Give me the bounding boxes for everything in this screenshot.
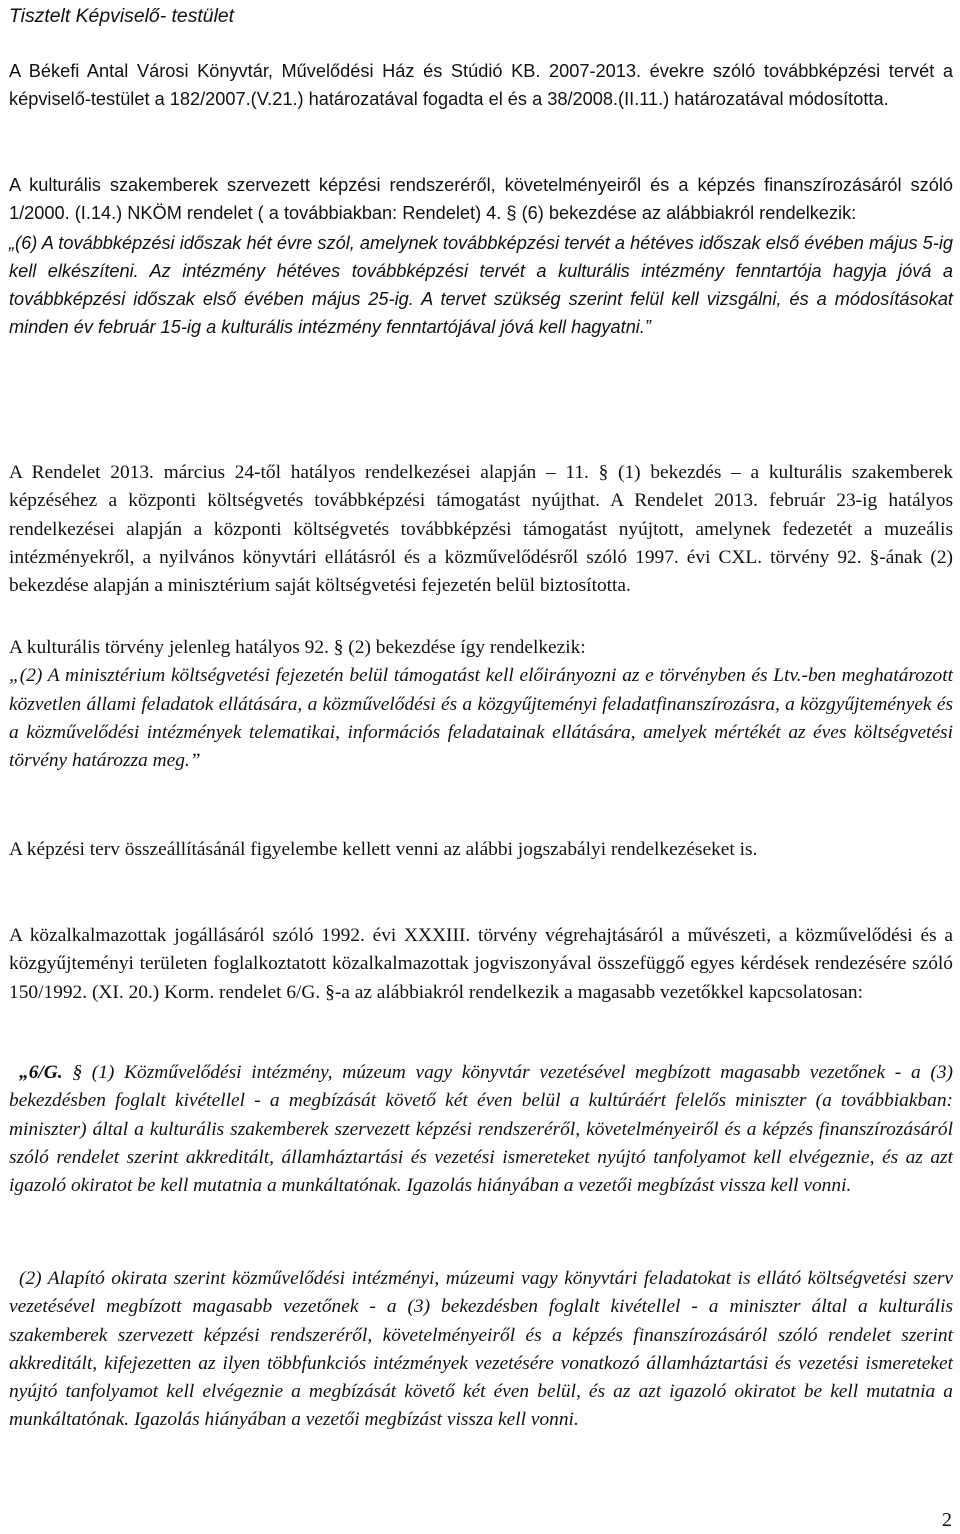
decree-quote-1: „6/G. § (1) Közművelődési intézmény, múzeum vagy könyvtár vezetésével megbízott magasabb vezetőnek - a (3) bekezdésben foglalt kivétellel - a megbízását követő két éven belül a kultúráért felelős miniszter (a továbbiakban: miniszter) által a kulturális szakemberek szervezett képzési rendszeréről, követelményeiről és a képzés finanszírozásáról szóló rendelet szerint akkreditált, államháztartási és vezetési ismereteket nyújtó tanfolyamot kell elvégeznie, és az azt igazoló okiratot be kell mutatnia a munkáltatónak. Igazolás hiányában a vezetői megbízást vissza kell vonni. (9, 1062, 953, 1197)
funding-paragraph: A Rendelet 2013. március 24-től hatályos rendelkezései alapján – 11. § (1) bekezdés – a kulturális szakemberek képzéséhez a központi költségvetés továbbképzési támogatást nyújthat. A Rendelet 2013. február 23-ig hatályos rendelkezései alapján a központi költségvetés továbbképzési támogatást nyújtott, amelynek fedezetét a muzeális intézményekről, a nyilvános könyvtári ellátásról és a közművelődésről szóló 1997. évi CXL. törvény 92. §-ának (2) bekezdése alapján a minisztérium saját költségvetési fejezetén belül biztosította. (9, 462, 953, 597)
section-sign-icon: § (506, 203, 517, 224)
section-sign-icon: § (72, 1062, 83, 1083)
training-plan-paragraph: A képzési terv összeállításánál figyelembe kellett venni az alábbi jogszabályi rendelkezéseket is. (9, 839, 758, 860)
decree-quote-2: (2) Alapító okirata szerint közművelődési intézményi, múzeumi vagy könyvtári feladatokat is ellátó költségvetési szerv vezetésével megbízott magasabb vezetőnek - a (3) bekezdésben foglalt kivétellel - a miniszter által a kulturális szakemberek szervezett képzési rendszeréről, követelményeiről és a képzés finanszírozásáról szóló rendelet szerint akkreditált, kifejezetten az ilyen többfunkciós intézmények vezetésére vonatkozó államháztartási és vezetési ismereteket nyújtó tanfolyamot kell elvégeznie a megbízását követő két éven belül, és az azt igazoló okiratot be kell mutatnia a munkáltatónak. Igazolás hiányában a vezetői megbízást vissza kell vonni. (9, 1268, 953, 1431)
section-sign-icon: § (325, 981, 335, 1003)
law-quote: „(2) A minisztérium költségvetési fejezetén belül támogatást kell előirányozni az e törvényben és Ltv.-ben meghatározott közvetlen állami feladatok ellátására, a közművelődési és a közgyűjteményi feladatfinanszírozásra, a közgyűjtemények és a közművelődési intézmények telematikai, információs feladatainak ellátására, amelyek mértékét az éves költségvetési törvény határozza meg.” (9, 665, 953, 772)
page-number: 2 (942, 1509, 952, 1531)
rendelet-intro: A kulturális szakemberek szervezett képzési rendszeréről, követelményeiről és a képzés finanszírozásáról szóló 1/2000. (I.14.) NKÖM rendelet ( a továbbiakban: Rendelet) 4. (9, 175, 953, 224)
section-sign-icon: § (333, 637, 344, 658)
law-paragraph: A kulturális törvény jelenleg hatályos 92. § (2) bekezdése így rendelkezik: „(2) A minisztérium költségvetési fejezetén belül támogatást kell előirányozni az e törvényben és Ltv.-ben meghatározott közvetlen állami feladatok ellátására, a közművelődési és a közgyűjteményi feladatfinanszírozásra, a közgyűjtemények és a közművelődési intézmények telematikai, információs feladatainak ellátására, amelyek mértékét az éves költségvetési törvény határozza meg.” (9, 634, 953, 775)
section-sign-icon: § (869, 546, 880, 568)
salutation: Tisztelt Képviselő- testület (9, 5, 235, 27)
section-sign-icon: § (598, 462, 609, 483)
decree-paragraph: A közalkalmazottak jogállásáról szóló 1992. évi XXXIII. törvény végrehajtásáról a művészeti, a közművelődési és a közgyűjteményi területen foglalkoztatott közalkalmazottak jogviszonyával összefüggő egyes kérdések rendezésére szóló 150/1992. (XI. 20.) Korm. rendelet 6/G. §-a az alábbiakról rendelkezik a magasabb vezetőkkel kapcsolatosan: (9, 925, 953, 1003)
rendelet-paragraph: A kulturális szakemberek szervezett képzési rendszeréről, követelményeiről és a képzés finanszírozásáról szóló 1/2000. (I.14.) NKÖM rendelet ( a továbbiakban: Rendelet) 4. § (6) bekezdése az alábbiakról rendelkezik: „(6) A továbbképzési időszak hét évre szól, amelynek továbbképzési tervét a hétéves időszak első évében május 5-ig kell elkészíteni. Az intézmény hétéves továbbképzési tervét a kulturális intézmény fenntartója hagyja jóvá a továbbképzési időszak első évében május 25-ig. A tervet szükség szerint felül kell vizsgálni, és a módosításokat minden év február 15-ig a kulturális intézmény fenntartójával jóvá kell hagyatni.” (9, 171, 953, 342)
rendelet-quote: „(6) A továbbképzési időszak hét évre szól, amelynek továbbképzési tervét a hétéves időszak első évében május 5-ig kell elkészíteni. Az intézmény hétéves továbbképzési tervét a kulturális intézmény fenntartója hagyja jóvá a továbbképzési időszak első évében május 25-ig. A tervet szükség szerint felül kell vizsgálni, és a módosításokat minden év február 15-ig a kulturális intézmény fenntartójával jóvá kell hagyatni.” (9, 232, 953, 338)
intro-paragraph: A Békefi Antal Városi Könyvtár, Művelődési Ház és Stúdió KB. 2007-2013. évekre szóló továbbképzési tervét a képviselő-testület a 182/2007.(V.21.) határozatával fogadta el és a 38/2008.(II.11.) határozatával módosította. (9, 61, 953, 110)
